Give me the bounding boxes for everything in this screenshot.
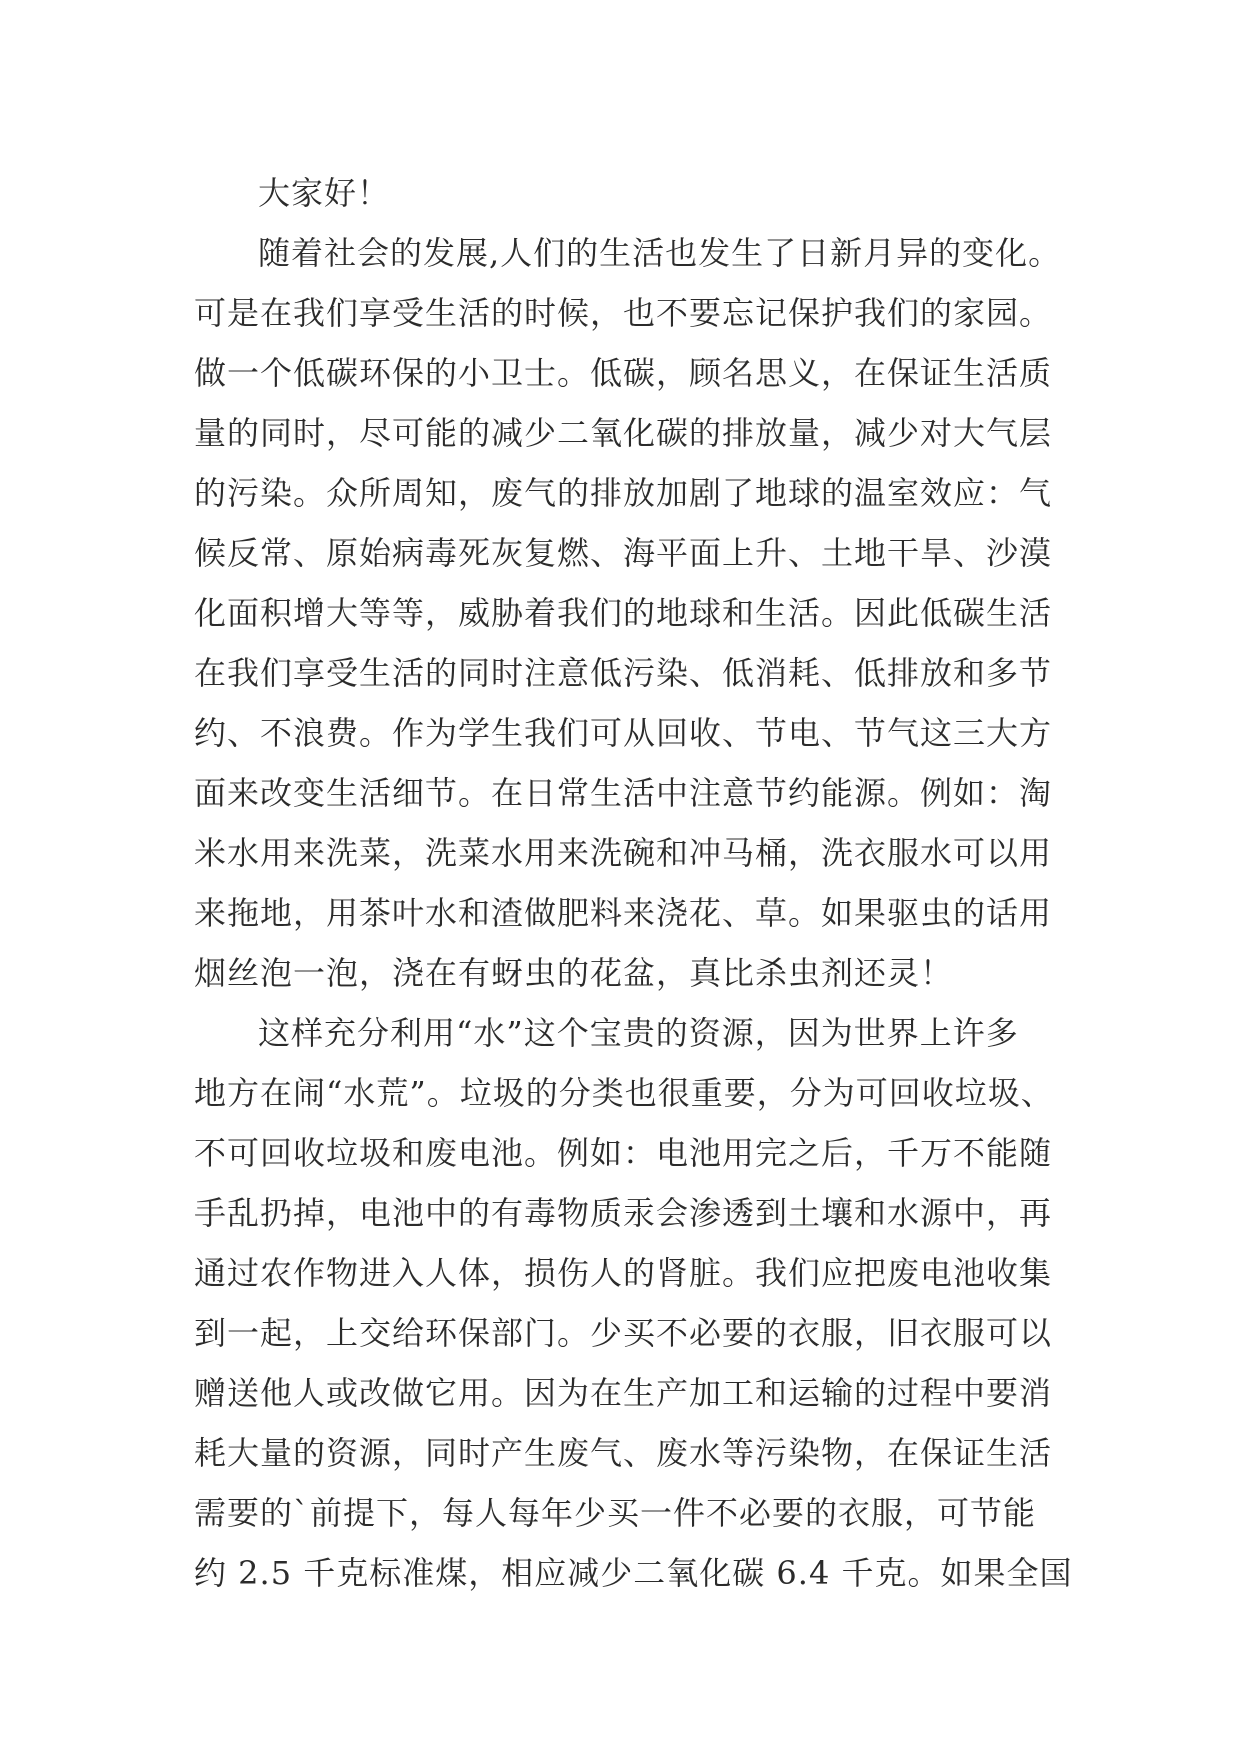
text-line: 可是在我们享受生活的时候，也不要忘记保护我们的家园。 [194,294,1053,332]
text-line: 在我们享受生活的同时注意低污染、低消耗、低排放和多节 [194,654,1053,692]
text-line: 不可回收垃圾和废电池。例如：电池用完之后，千万不能随 [194,1134,1053,1172]
text-line: 化面积增大等等，威胁着我们的地球和生活。因此低碳生活 [194,594,1053,632]
text-line: 约、不浪费。作为学生我们可从回收、节电、节气这三大方 [194,714,1053,752]
text-line: 量的同时，尽可能的减少二氧化碳的排放量，减少对大气层 [194,414,1053,452]
text-line: 做一个低碳环保的小卫士。低碳，顾名思义，在保证生活质 [194,354,1053,392]
text-line: 约 2.5 千克标准煤，相应减少二氧化碳 6.4 千克。如果全国 [194,1554,1073,1592]
text-line: 到一起，上交给环保部门。少买不必要的衣服，旧衣服可以 [194,1314,1053,1352]
text-line: 这样充分利用“水”这个宝贵的资源，因为世界上许多 [258,1014,1019,1052]
text-line: 通过农作物进入人体，损伤人的肾脏。我们应把废电池收集 [194,1254,1053,1292]
text-line: 需要的`前提下，每人每年少买一件不必要的衣服，可节能 [194,1494,1037,1532]
text-line: 地方在闹“水荒”。垃圾的分类也很重要，分为可回收垃圾、 [194,1074,1054,1112]
text-line: 烟丝泡一泡，浇在有蚜虫的花盆，真比杀虫剂还灵！ [194,954,954,992]
text-line: 耗大量的资源，同时产生废气、废水等污染物，在保证生活 [194,1434,1053,1472]
text-line: 的污染。众所周知，废气的排放加剧了地球的温室效应：气 [194,474,1053,512]
text-line: 随着社会的发展,人们的生活也发生了日新月异的变化。 [258,234,1062,272]
text-line: 候反常、原始病毒死灰复燃、海平面上升、土地干旱、沙漠 [194,534,1053,572]
text-line: 米水用来洗菜，洗菜水用来洗碗和冲马桶，洗衣服水可以用 [194,834,1053,872]
text-line: 来拖地，用茶叶水和渣做肥料来浇花、草。如果驱虫的话用 [194,894,1053,932]
text-line: 面来改变生活细节。在日常生活中注意节约能源。例如：淘 [194,774,1053,812]
text-line: 大家好！ [258,174,391,212]
text-line: 手乱扔掉，电池中的有毒物质汞会渗透到土壤和水源中，再 [194,1194,1053,1232]
body-text [194,163,1094,1603]
text-line: 赠送他人或改做它用。因为在生产加工和运输的过程中要消 [194,1374,1053,1412]
